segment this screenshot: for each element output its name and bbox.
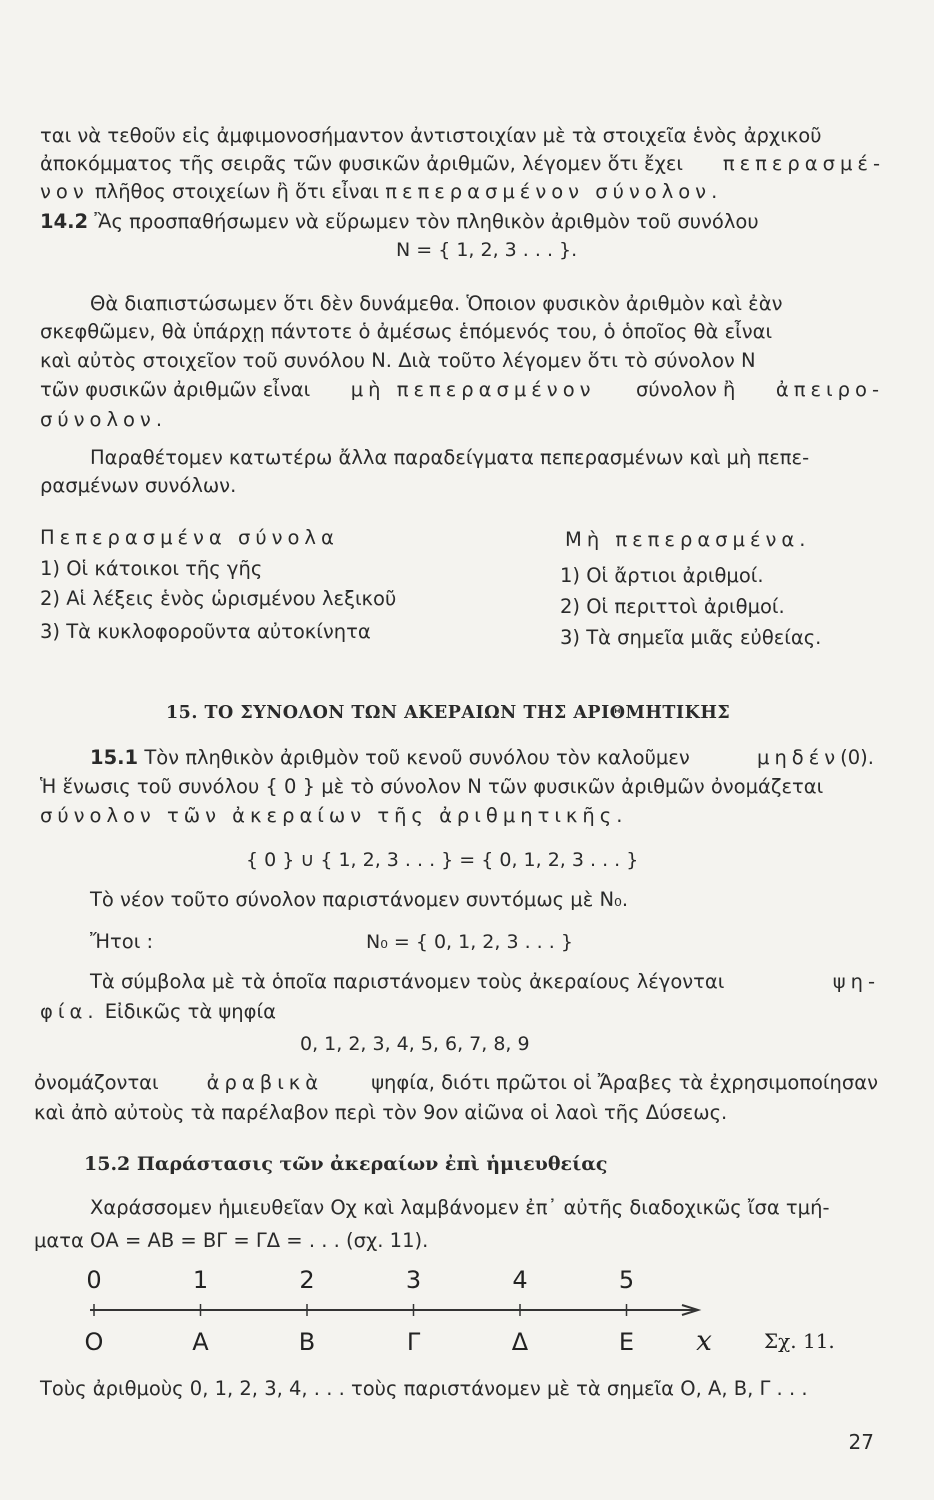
axis-label: x [696, 1324, 712, 1357]
point-label: Δ [511, 1328, 529, 1356]
tick-number: 3 [405, 1266, 422, 1294]
text-line: τῶν φυσικῶν ἀριθμῶν εἶναι μὴ πεπερασμένον σύνολον ἢ ἀπειρο- [40, 378, 884, 401]
text-line: ται νὰ τεθοῦν εἰς ἀμφιμονοσήμαντον ἀντιστοιχίαν μὲ τὰ στοιχεῖα ἑνὸς ἀρχικοῦ [40, 124, 822, 147]
number-line-svg [84, 1260, 884, 1370]
text-line: 15.1 Τὸν πληθικὸν ἀριθμὸν τοῦ κενοῦ συνόλου τὸν καλοῦμεν μηδέν(0). [90, 746, 874, 769]
text-line: ρασμένων συνόλων. [40, 474, 237, 497]
text-line: σύνολον. [40, 408, 168, 431]
tick-number: 2 [299, 1266, 315, 1294]
infinite-example: 3) Τὰ σημεῖα μιᾶς εὐθείας. [560, 626, 822, 649]
tick-number: 4 [512, 1266, 528, 1294]
figure-caption: Σχ. 11. [764, 1329, 835, 1353]
text-line: νον πλῆθος στοιχείων ἢ ὅτι εἶναι πεπερασμένον σύνολον. [40, 180, 723, 203]
digits-list: 0, 1, 2, 3, 4, 5, 6, 7, 8, 9 [300, 1033, 530, 1055]
finite-sets-header: Πεπερασμένα σύνολα [40, 526, 339, 549]
infinite-example: 1) Οἱ ἄρτιοι ἀριθμοί. [560, 564, 764, 587]
section-15-heading: 15. ΤΟ ΣΥΝΟΛΟΝ ΤΩΝ ΑΚΕΡΑΙΩΝ ΤΗΣ ΑΡΙΘΜΗΤΙΚΗΣ [166, 703, 731, 723]
number-line-figure [84, 1260, 884, 1370]
text-line: Τὸ νέον τοῦτο σύνολον παριστάνομεν συντόμως μὲ Ν₀. [90, 888, 629, 911]
text-line: φία. Εἰδικῶς τὰ ψηφία [40, 1000, 276, 1023]
finite-example: 1) Οἱ κάτοικοι τῆς γῆς [40, 557, 263, 580]
point-label: Γ [406, 1328, 421, 1356]
section-14-2-line: 14.2 Ἂς προσπαθήσωμεν νὰ εὕρωμεν τὸν πληθικὸν ἀριθμὸν τοῦ συνόλου [40, 210, 759, 233]
text-line: σκεφθῶμεν, θὰ ὑπάρχῃ πάντοτε ὁ ἀμέσως ἑπόμενός του, ὁ ὁποῖος θὰ εἶναι [40, 320, 773, 343]
page-number: 27 [848, 1430, 874, 1454]
text-line: Ἡ ἕνωσις τοῦ συνόλου { 0 } μὲ τὸ σύνολον Ν τῶν φυσικῶν ἀριθμῶν ὀνομάζεται [40, 775, 824, 798]
point-label: E [618, 1328, 635, 1356]
finite-example: 3) Τὰ κυκλοφοροῦντα αὐτοκίνητα [40, 620, 371, 643]
section-15-2-heading: 15.2 Παράστασις τῶν ἀκεραίων ἐπὶ ἡμιευθείας [84, 1153, 608, 1175]
infinite-sets-header: Μὴ πεπερασμένα. [565, 528, 811, 551]
text-line: σύνολον τῶν ἀκεραίων τῆς ἀριθμητικῆς. [40, 804, 628, 827]
text-line: ὀνομάζονται ἀραβικὰ ψηφία, διότι πρῶτοι οἱ Ἄραβες τὰ ἐχρησιμοποίησαν [34, 1071, 878, 1094]
n0-formula: N₀ = { 0, 1, 2, 3 . . . } [366, 931, 573, 953]
tick-number: 5 [618, 1266, 635, 1294]
text-line: καὶ αὐτὸς στοιχεῖον τοῦ συνόλου Ν. Διὰ τοῦτο λέγομεν ὅτι τὸ σύνολον Ν [40, 349, 756, 372]
tick-number: 1 [192, 1266, 209, 1294]
tick-number: 0 [86, 1266, 102, 1294]
point-label: O [84, 1328, 104, 1356]
union-formula: { 0 } ∪ { 1, 2, 3 . . . } = { 0, 1, 2, 3 . . . } [246, 849, 639, 871]
text-line: ματα ΟΑ = ΑΒ = ΒΓ = ΓΔ = . . . (σχ. 11). [34, 1229, 429, 1252]
infinite-example: 2) Οἱ περιττοὶ ἀριθμοί. [560, 595, 785, 618]
text-line: ἀποκόμματος τῆς σειρᾶς τῶν φυσικῶν ἀριθμῶν, λέγομεν ὅτι ἔχει πεπερασμέ- [40, 152, 885, 175]
text-line: Θὰ διαπιστώσωμεν ὅτι δὲν δυνάμεθα. Ὁποιον φυσικὸν ἀριθμὸν καὶ ἐὰν [90, 292, 783, 315]
text-line: Χαράσσομεν ἡμιευθεῖαν Οχ καὶ λαμβάνομεν ἐπ᾽ αὐτῆς διαδοχικῶς ἴσα τμή- [90, 1196, 830, 1219]
text-line: καὶ ἀπὸ αὐτοὺς τὰ παρέλαβον περὶ τὸν 9ον αἰῶνα οἱ λαοὶ τῆς Δύσεως. [34, 1101, 728, 1124]
finite-example: 2) Αἱ λέξεις ἑνὸς ὡρισμένου λεξικοῦ [40, 587, 397, 610]
point-label: B [298, 1328, 316, 1356]
text-line: Τὰ σύμβολα μὲ τὰ ὁποῖα παριστάνομεν τοὺς ἀκεραίους λέγονται ψη- [90, 970, 880, 993]
set-n-formula: N = { 1, 2, 3 . . . }. [396, 239, 578, 261]
point-label: A [192, 1328, 209, 1356]
text-line: Παραθέτομεν κατωτέρω ἄλλα παραδείγματα πεπερασμένων καὶ μὴ πεπε- [90, 446, 810, 469]
htoi-label: Ἤτοι : [90, 930, 154, 953]
text-line: Τοὺς ἀριθμοὺς 0, 1, 2, 3, 4, . . . τοὺς παριστάνομεν μὲ τὰ σημεῖα Ο, Α, Β, Γ . . . [40, 1377, 808, 1400]
